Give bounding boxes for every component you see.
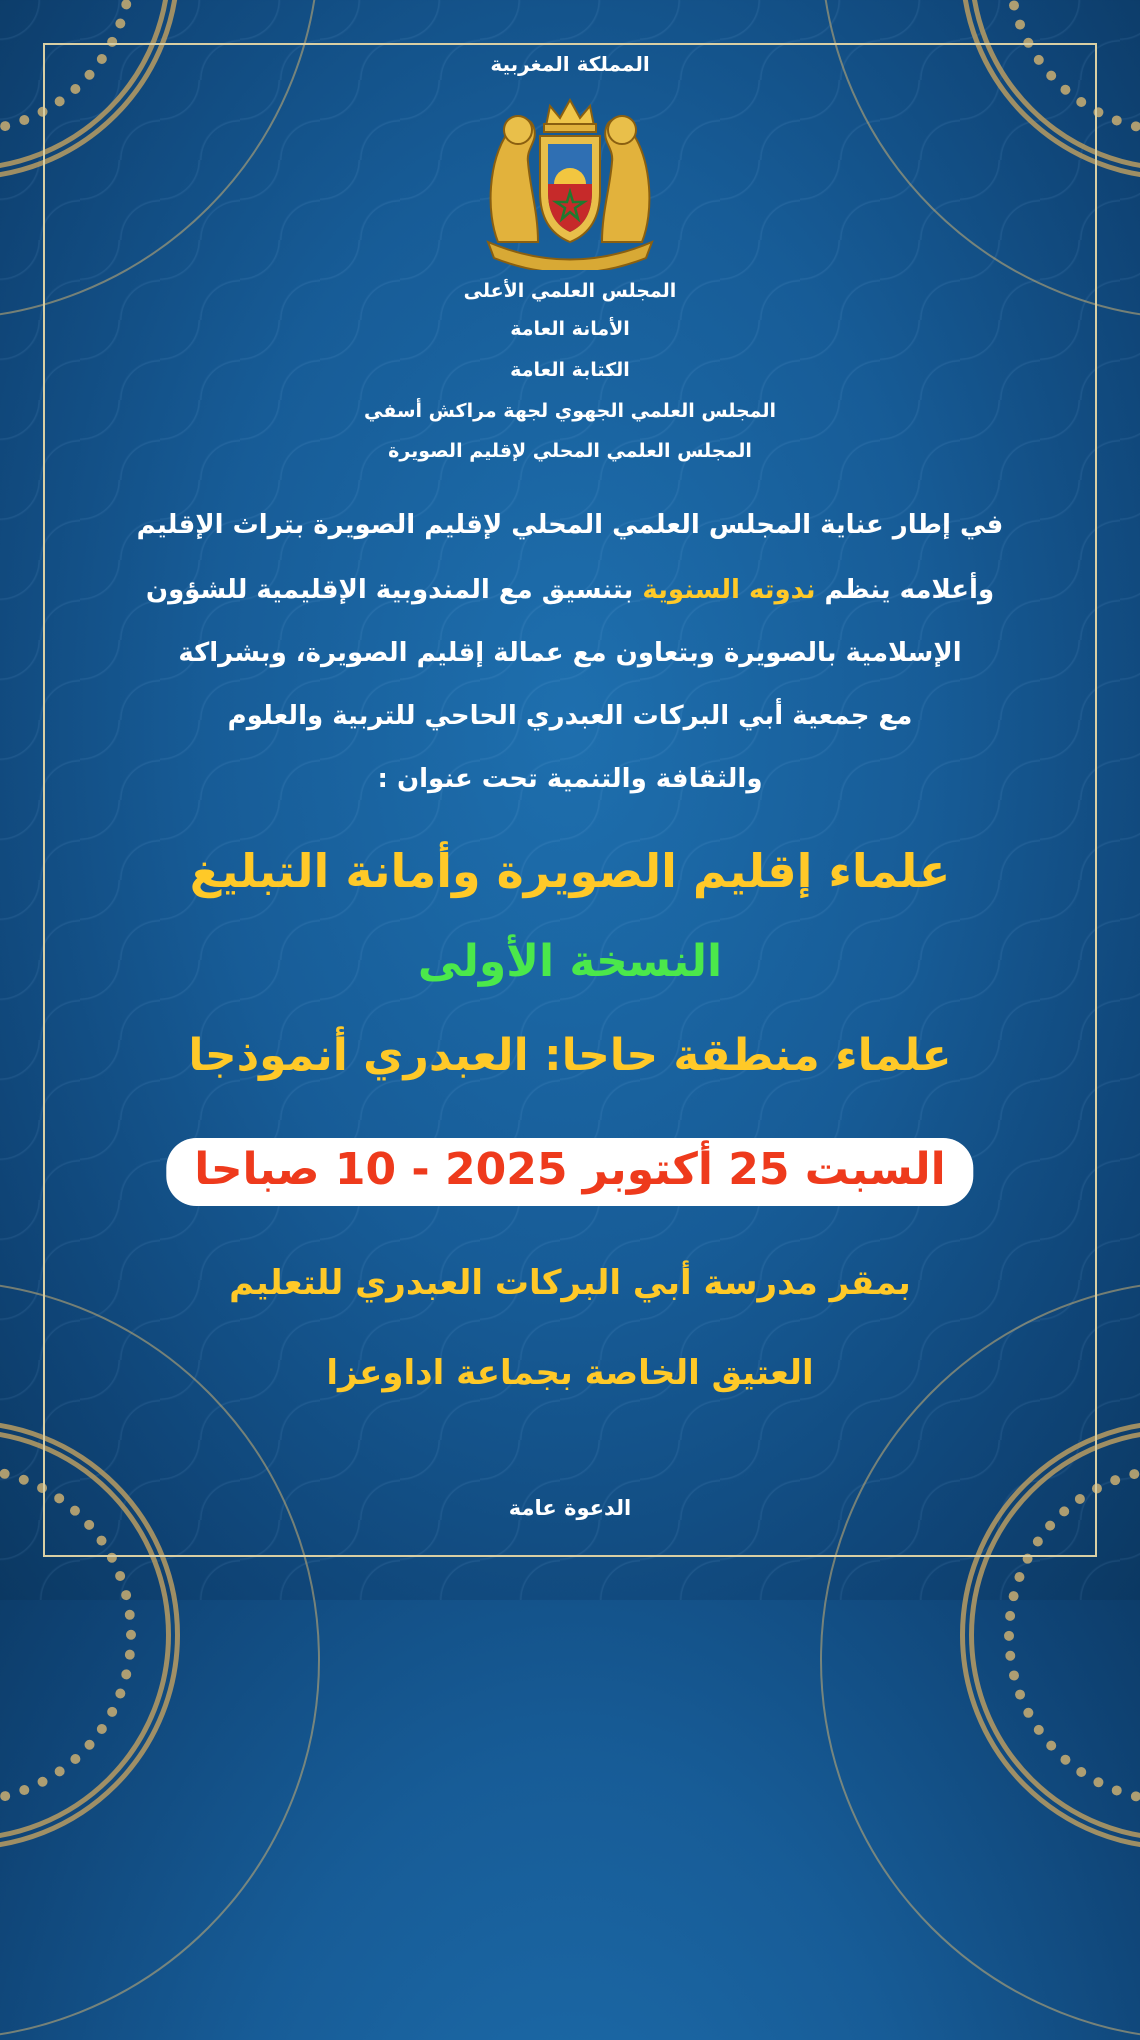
header-line: الكتابة العامة	[510, 359, 630, 381]
header-line: المجلس العلمي الجهوي لجهة مراكش أسفي	[363, 400, 777, 422]
event-datetime: السبت 25 أكتوبر 2025 - 10 صباحا	[166, 1138, 973, 1206]
intro-line: في إطار عناية المجلس العلمي المحلي لإقليم الصويرة بتراث الإقليم	[136, 510, 1004, 540]
intro-line	[60, 577, 1080, 603]
poster-frame	[43, 43, 1097, 1557]
intro-highlight: ندوته السنوية	[642, 575, 816, 605]
kingdom-title: المملكة المغربية	[490, 52, 650, 76]
intro-line: والثقافة والتنمية تحت عنوان :	[377, 764, 763, 794]
header-line: المجلس العلمي المحلي لإقليم الصويرة	[388, 440, 752, 462]
intro-text: بتنسيق مع المندوبية الإقليمية للشؤون	[145, 575, 643, 605]
header-line: الأمانة العامة	[510, 318, 630, 340]
event-edition: النسخة الأولى	[417, 936, 723, 987]
venue-line: بمقر مدرسة أبي البركات العبدري للتعليم	[229, 1263, 911, 1303]
intro-line: الإسلامية بالصويرة وبتعاون مع عمالة إقليم الصويرة، وبشراكة	[178, 638, 962, 668]
coat-of-arms-icon	[478, 92, 662, 270]
venue-line: العتيق الخاصة بجماعة اداوعزا	[326, 1353, 814, 1393]
event-subtitle: علماء منطقة حاحا: العبدري أنموذجا	[188, 1030, 952, 1081]
header-line: المجلس العلمي الأعلى	[463, 280, 677, 302]
intro-line: مع جمعية أبي البركات العبدري الحاحي للتربية والعلوم	[227, 701, 913, 731]
event-title: علماء إقليم الصويرة وأمانة التبليغ	[189, 844, 951, 898]
intro-text: وأعلامه ينظم	[815, 575, 995, 605]
footer-note: الدعوة عامة	[508, 1496, 632, 1520]
